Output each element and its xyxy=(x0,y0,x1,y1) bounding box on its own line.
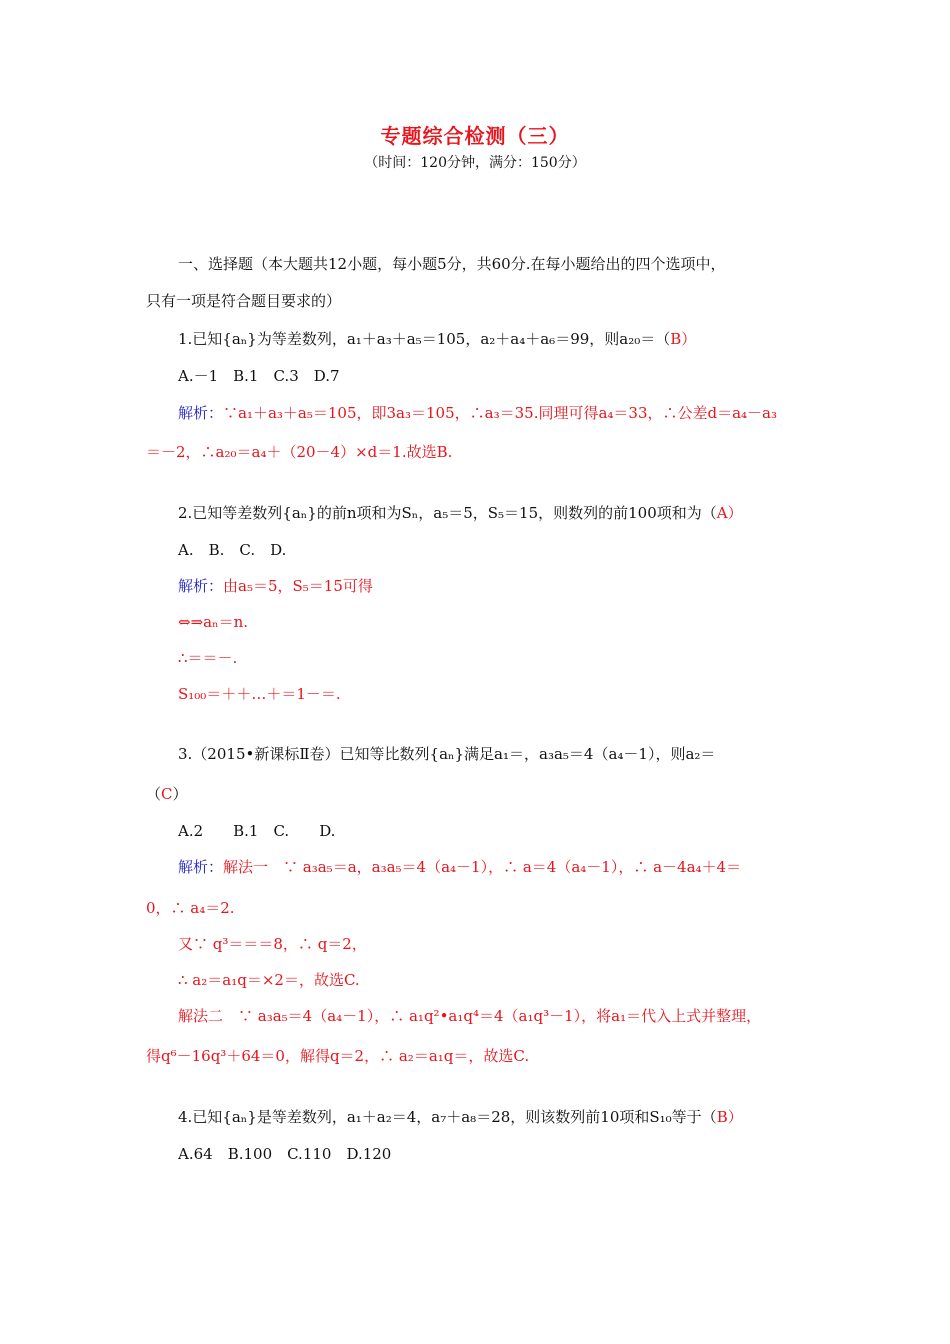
question-1-answer: B xyxy=(670,330,682,348)
question-3-answer: C xyxy=(161,785,173,803)
question-4-close: ） xyxy=(727,1108,743,1126)
question-2-text: 2.已知等差数列{aₙ}的前n项和为Sₙ，a₅＝5，S₅＝15，则数列的前100项和为（ xyxy=(178,504,717,522)
question-3-solution-line-2: 0，∴ a₄＝2. xyxy=(146,899,235,917)
section-heading-line-1: 一、选择题（本大题共12小题，每小题5分，共60分.在每小题给出的四个选项中， xyxy=(178,255,726,273)
question-3-solution-text: 解法一 ∵ a₃a₅＝a，a₃a₅＝4（a₄－1），∴ a＝4（a₄－1），∴ a－4a₄＋4＝ xyxy=(223,858,742,876)
question-3-open: （ xyxy=(146,785,162,803)
section-heading-line-2: 只有一项是符合题目要求的） xyxy=(146,292,342,310)
question-2-close: ） xyxy=(727,504,743,522)
question-1-options: A.－1 B.1 C.3 D.7 xyxy=(178,367,340,385)
question-3-solution-label: 解析： xyxy=(178,858,224,876)
question-2-solution-line-3: ∴＝＝－. xyxy=(178,649,238,667)
question-2-options: A. B. C. D. xyxy=(178,541,287,559)
question-4-stem xyxy=(178,1107,743,1127)
question-2-solution-line-2: ⇔⇒aₙ＝n. xyxy=(178,613,248,631)
question-3-solution-line-6: 得q⁶－16q³＋64＝0，解得q＝2，∴ a₂＝a₁q＝，故选C. xyxy=(146,1047,530,1065)
question-1-close: ） xyxy=(681,330,697,348)
question-3-solution-line-5: 解法二 ∵ a₃a₅＝4（a₄－1），∴ a₁q²•a₁q⁴＝4（a₁q³－1），将a₁＝代入上式并整理， xyxy=(178,1007,762,1025)
question-3-options: A.2 B.1 C. D. xyxy=(178,822,336,840)
question-3-solution-line-3: 又∵ q³＝＝＝8，∴ q＝2， xyxy=(178,935,367,953)
page-subtitle: （时间：120分钟，满分：150分） xyxy=(364,155,586,171)
question-2-answer: A xyxy=(716,504,728,522)
question-3-solution-line-1 xyxy=(178,857,741,877)
question-3-stem-line-1: 3.（2015•新课标Ⅱ卷）已知等比数列{aₙ}满足a₁＝，a₃a₅＝4（a₄－1），则a₂＝ xyxy=(178,745,716,763)
question-4-text: 4.已知{aₙ}是等差数列，a₁＋a₂＝4，a₇＋a₈＝28，则该数列前10项和S₁₀等于（ xyxy=(178,1108,717,1126)
question-1-text: 1.已知{aₙ}为等差数列，a₁＋a₃＋a₅＝105，a₂＋a₄＋a₆＝99，则a₂₀＝（ xyxy=(178,330,671,348)
question-4-options: A.64 B.100 C.110 D.120 xyxy=(178,1145,392,1163)
question-1-solution-text: ∵a₁＋a₃＋a₅＝105，即3a₃＝105，∴a₃＝35.同理可得a₄＝33，∴公差d＝a₄－a₃ xyxy=(223,404,778,422)
question-2-solution-line-1 xyxy=(178,576,373,596)
question-2-solution-label: 解析： xyxy=(178,577,224,595)
question-1-solution-line-1 xyxy=(178,403,777,423)
question-1-solution-label: 解析： xyxy=(178,404,224,422)
question-3-close: ） xyxy=(172,785,188,803)
page-title: 专题综合检测（三） xyxy=(380,124,570,148)
question-2-solution-line-4: S₁₀₀＝＋＋…＋＝1－＝. xyxy=(178,685,341,703)
question-1-stem xyxy=(178,329,696,349)
question-3-solution-line-4: ∴ a₂＝a₁q＝×2＝，故选C. xyxy=(178,971,360,989)
question-3-stem-line-2 xyxy=(146,784,188,804)
question-2-solution-text: 由a₅＝5，S₅＝15可得 xyxy=(223,577,373,595)
question-1-solution-line-2: ＝－2，∴a₂₀＝a₄＋（20－4）×d＝1.故选B. xyxy=(146,443,453,461)
question-2-stem xyxy=(178,503,743,523)
question-4-answer: B xyxy=(716,1108,728,1126)
